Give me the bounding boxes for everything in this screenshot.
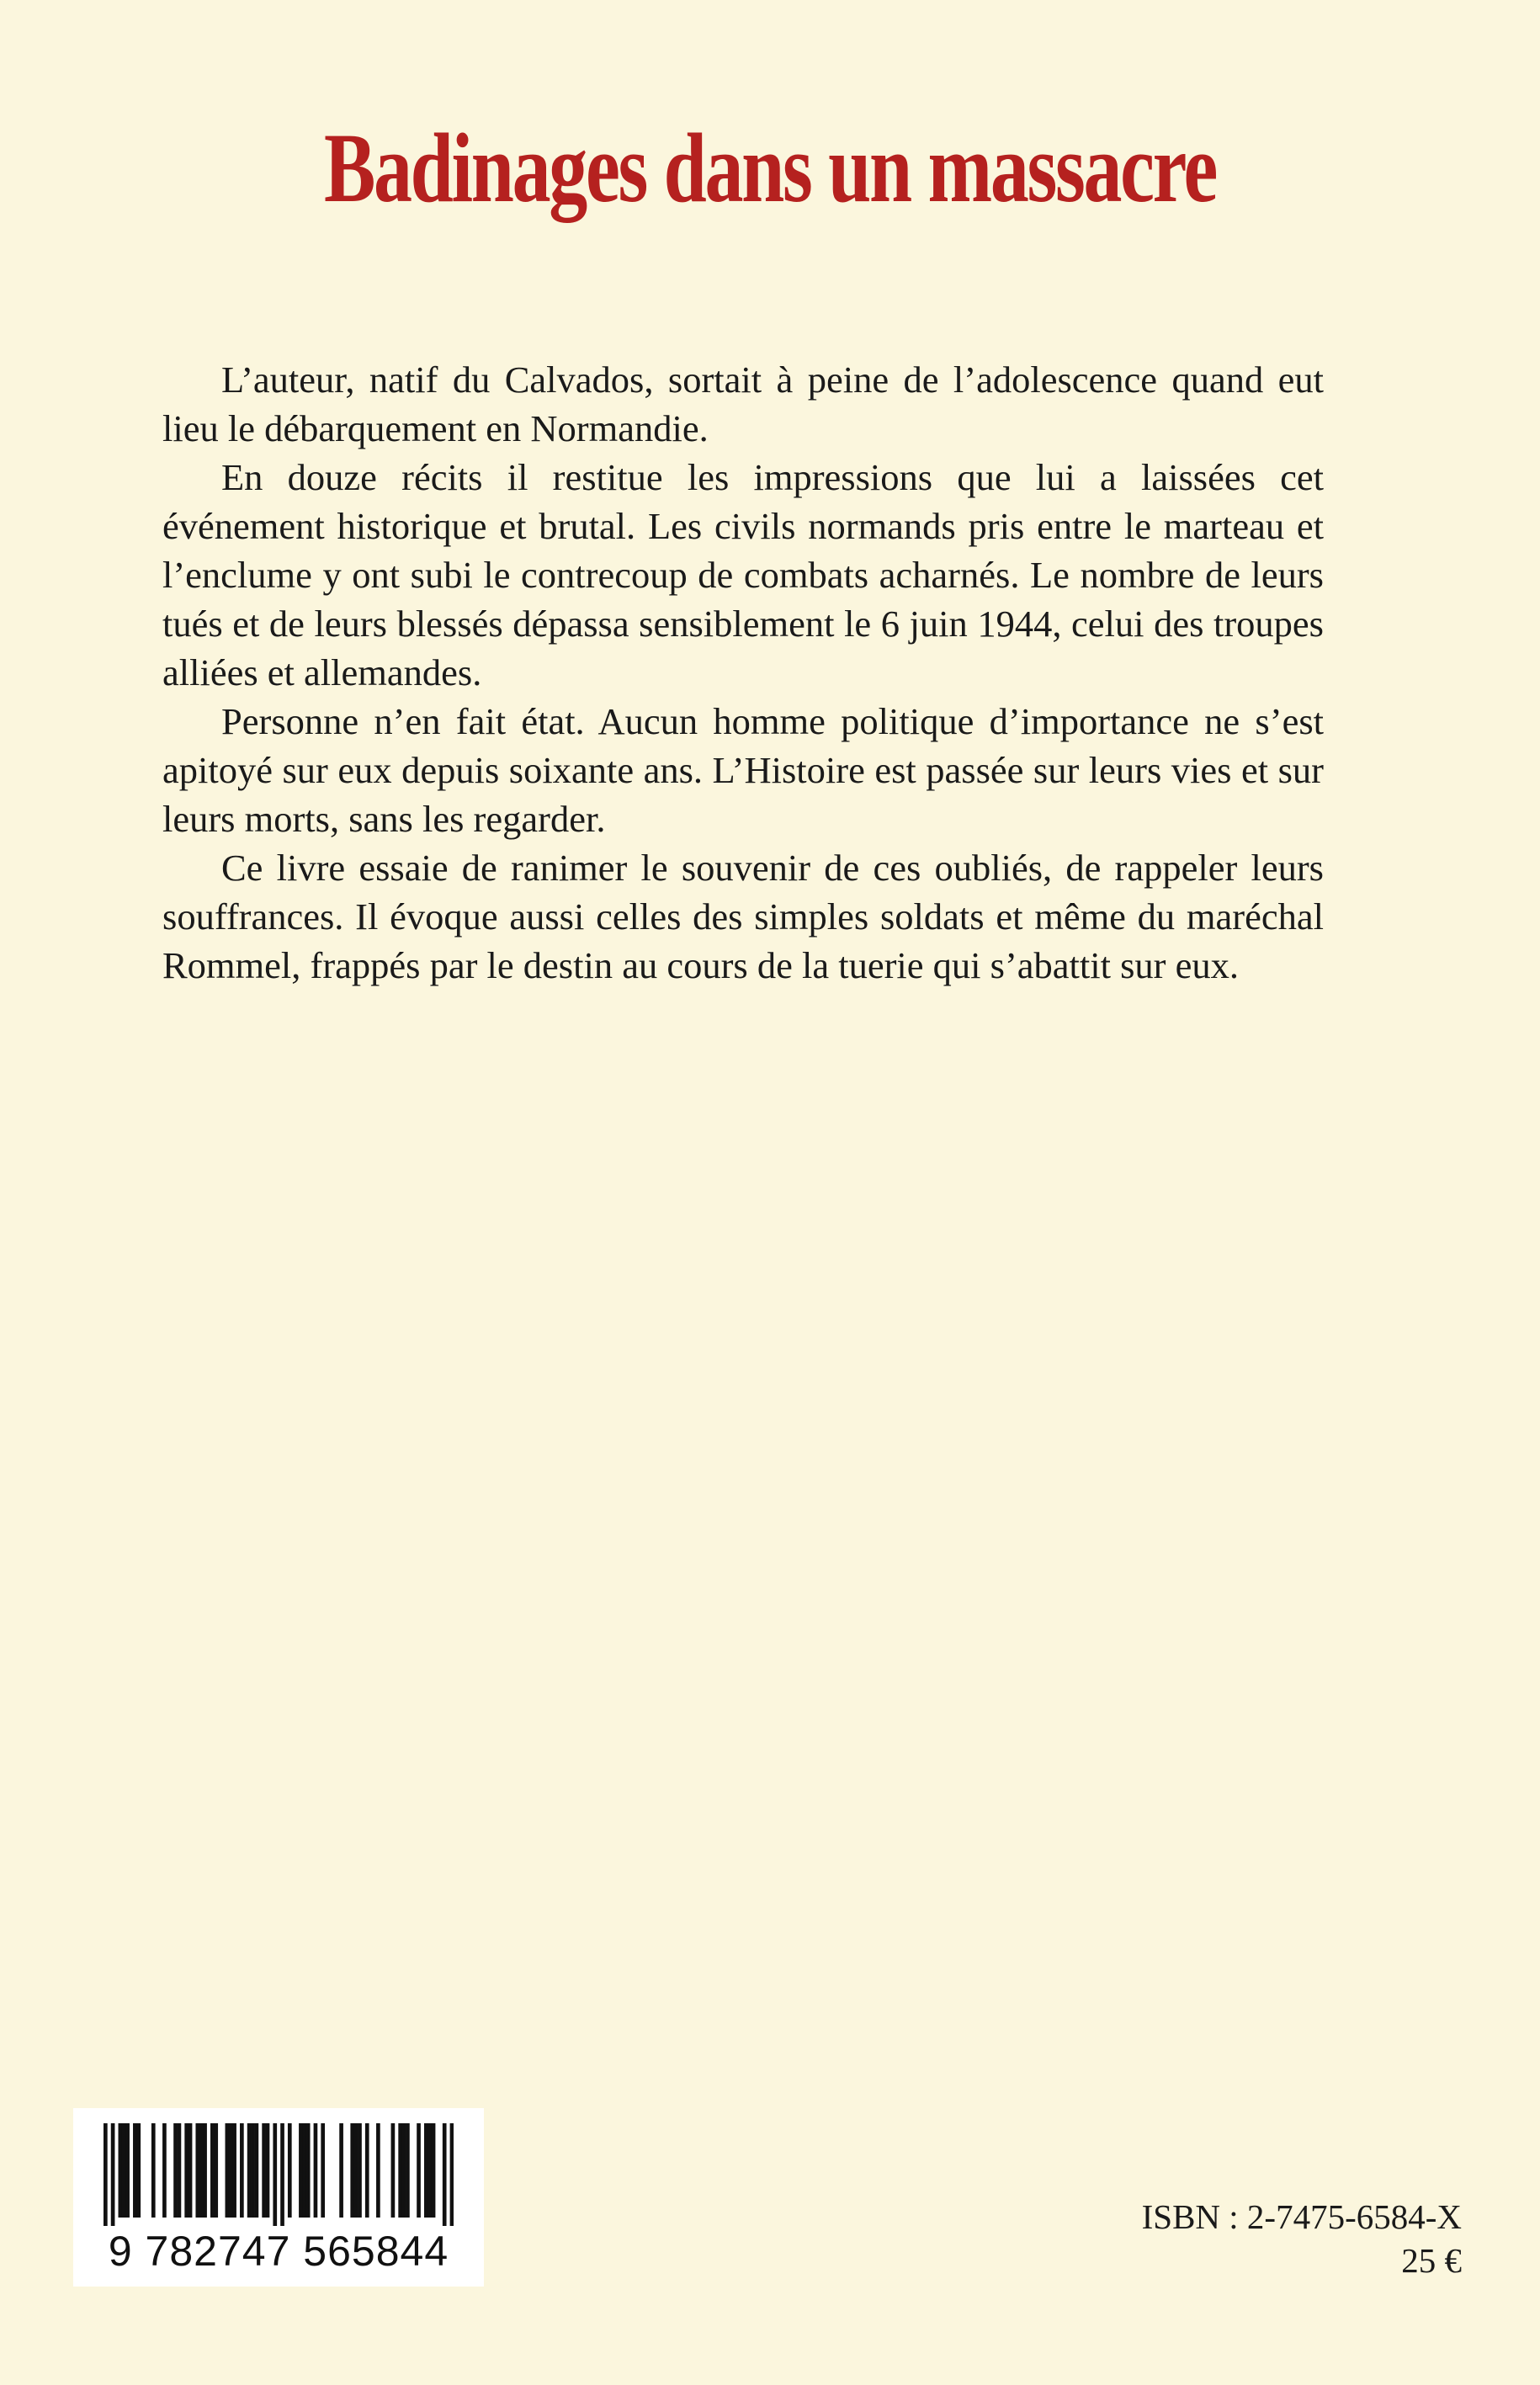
barcode-bar xyxy=(273,2123,277,2226)
barcode-bar xyxy=(280,2123,284,2226)
barcode-bar xyxy=(104,2123,108,2226)
isbn: ISBN : 2-7475-6584-X xyxy=(1141,2197,1462,2236)
barcode-bar xyxy=(376,2123,380,2218)
blurb-paragraph: Ce livre essaie de ranimer le souvenir de ces oubliés, de rappeler leurs souffrances. Il évoque aussi celles des simples soldats et même du maréchal Rommel, frappés par le destin au cours de la tuerie qui s’abattit sur eux. xyxy=(162,847,1324,986)
barcode-bar xyxy=(358,2123,362,2218)
barcode-bar xyxy=(365,2123,369,2218)
barcode-bar xyxy=(136,2123,141,2218)
barcode-bars xyxy=(104,2123,454,2226)
barcode-bar xyxy=(251,2123,255,2218)
barcode-bar xyxy=(111,2123,115,2226)
barcode xyxy=(73,2108,484,2287)
barcode-bar xyxy=(424,2123,428,2218)
barcode-bar xyxy=(229,2123,233,2218)
barcode-bar xyxy=(178,2123,182,2218)
barcode-bar xyxy=(226,2123,230,2218)
back-cover-blurb xyxy=(162,355,1324,990)
barcode-bar xyxy=(189,2123,193,2218)
barcode-bar xyxy=(125,2123,130,2218)
barcode-bar xyxy=(354,2123,358,2218)
barcode-bar xyxy=(203,2123,207,2218)
barcode-bar xyxy=(302,2123,306,2218)
blurb-paragraph: L’auteur, natif du Calvados, sortait à peine de l’adolescence quand eut lieu le débarquement en Normandie. xyxy=(162,359,1324,449)
barcode-bar xyxy=(151,2123,156,2218)
blurb-paragraph: En douze récits il restitue les impressions que lui a laissées cet événement historique et brutal. Les civils normands pris entre le marteau et l’enclume y ont subi le contrecoup de combats acharnés. Le nombre de leurs tués et de leurs blessés dépassa sensiblement le 6 juin 1944, celui des troupes alliées et allemandes. xyxy=(162,456,1324,693)
barcode-bar xyxy=(240,2123,244,2218)
barcode-bar xyxy=(266,2123,270,2218)
barcode-bar xyxy=(119,2123,123,2218)
barcode-bar xyxy=(306,2123,311,2218)
book-title: Badinages dans un massacre xyxy=(323,113,1217,223)
barcode-bar xyxy=(427,2123,432,2218)
barcode-bar xyxy=(402,2123,406,2218)
barcode-bar xyxy=(262,2123,266,2218)
barcode-digits: 9 782747 565844 xyxy=(108,2228,449,2275)
barcode-bar xyxy=(314,2123,318,2218)
barcode-bar xyxy=(199,2123,204,2218)
barcode-bar xyxy=(321,2123,325,2218)
barcode-bar xyxy=(173,2123,178,2218)
barcode-bar xyxy=(398,2123,402,2218)
barcode-bar xyxy=(350,2123,354,2218)
barcode-bar xyxy=(214,2123,218,2218)
barcode-bar xyxy=(232,2123,236,2218)
barcode-bar xyxy=(417,2123,421,2218)
barcode-bar xyxy=(443,2123,447,2226)
barcode-bar xyxy=(450,2123,454,2226)
barcode-bar xyxy=(391,2123,396,2218)
barcode-bar xyxy=(255,2123,259,2218)
barcode-bar xyxy=(210,2123,215,2218)
barcode-bar xyxy=(247,2123,252,2218)
barcode-bar xyxy=(184,2123,189,2218)
barcode-bar xyxy=(299,2123,303,2218)
barcode-bar xyxy=(406,2123,410,2218)
barcode-bar xyxy=(122,2123,126,2218)
blurb-paragraph: Personne n’en fait état. Aucun homme politique d’importance ne s’est apitoyé sur eux depuis soixante ans. L’Histoire est passée sur leurs vies et sur leurs morts, sans les regarder. xyxy=(162,700,1324,840)
barcode-bar xyxy=(195,2123,199,2218)
barcode-bar xyxy=(162,2123,167,2218)
barcode-bar xyxy=(133,2123,137,2218)
barcode-bar xyxy=(288,2123,292,2218)
price: 25 € xyxy=(1401,2241,1462,2280)
barcode-bar xyxy=(339,2123,343,2218)
barcode-bar xyxy=(432,2123,436,2218)
